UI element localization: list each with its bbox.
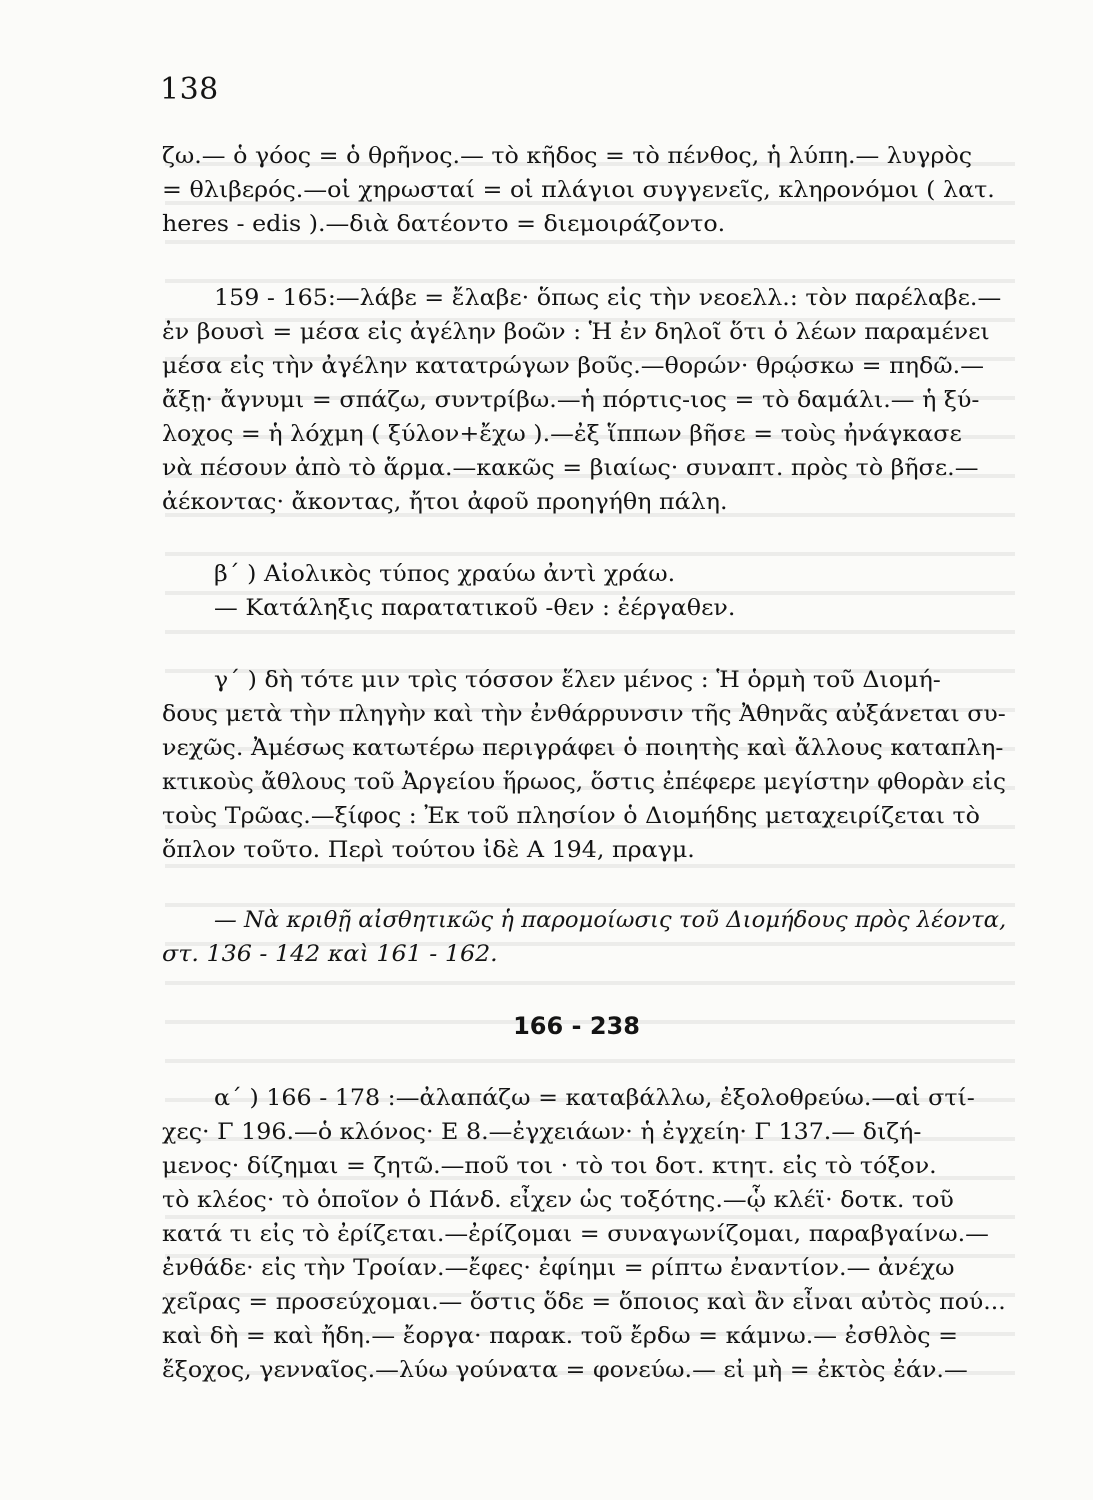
text-line: μενος· δίζημαι = ζητῶ.—ποῦ τοι · τὸ τοι δοτ. κτητ. εἰς τὸ τόξον. (162, 1154, 937, 1179)
text-line: κτικοὺς ἄθλους τοῦ Ἀργείου ἥρωος, ὅστις ἐπέφερε μεγίστην φθορὰν εἰς (162, 770, 1006, 795)
text-line: τοὺς Τρῶας.—ξίφος : Ἐκ τοῦ πλησίον ὁ Διομήδης μεταχειρίζεται τὸ (162, 804, 980, 829)
text-line: χες· Γ 196.—ὁ κλόνος· Ε 8.—ἐγχειάων· ἡ ἐγχείη· Γ 137.— διζή- (162, 1120, 922, 1145)
text-line: — Νὰ κριθῇ αἰσθητικῶς ἡ παρομοίωσις τοῦ Διομήδους πρὸς λέοντα, (214, 908, 1007, 933)
text-line: α΄ ) 166 - 178 :—ἀλαπάζω = καταβάλλω, ἐξολοθρεύω.—αἱ στί- (214, 1086, 975, 1111)
text-line: γ΄ ) δὴ τότε μιν τρὶς τόσσον ἕλεν μένος : Ἡ ὁρμὴ τοῦ Διομή- (214, 668, 941, 693)
section-heading: 166 - 238 (513, 1012, 640, 1040)
text-line: — Κατάληξις παρατατικοῦ -θεν : ἐέργαθεν. (214, 596, 736, 621)
text-line: κατά τι εἰς τὸ ἐρίζεται.—ἐρίζομαι = συναγωνίζομαι, παραβγαίνω.— (162, 1222, 989, 1247)
text-line: heres - edis ).—διὰ δατέοντο = διεμοιράζοντο. (162, 212, 726, 237)
text-line: ζω.— ὁ γόος = ὁ θρῆνος.— τὸ κῆδος = τὸ πένθος, ἡ λύπη.— λυγρὸς (162, 144, 973, 169)
text-line: νεχῶς. Ἀμέσως κατωτέρω περιγράφει ὁ ποιητὴς καὶ ἄλλους καταπλη- (162, 736, 1004, 761)
text-line: δους μετὰ τὴν πληγὴν καὶ τὴν ἐνθάρρυνσιν τῆς Ἀθηνᾶς αὐξάνεται συ- (162, 702, 1006, 727)
text-line: χεῖρας = προσεύχομαι.— ὅστις ὅδε = ὅποιος καὶ ἂν εἶναι αὐτὸς πού... (162, 1290, 1006, 1315)
text-line: 159 - 165:—λάβε = ἔλαβε· ὅπως εἰς τὴν νεοελλ.: τὸν παρέλαβε.— (214, 286, 1002, 311)
text-line: λοχος = ἡ λόχμη ( ξύλον+ἔχω ).—ἐξ ἵππων βῆσε = τοὺς ἠνάγκασε (162, 422, 962, 447)
text-line: καὶ δὴ = καὶ ἤδη.— ἔοργα· παρακ. τοῦ ἔρδω = κάμνω.— ἐσθλὸς = (162, 1324, 959, 1349)
text-line: ἔξοχος, γενναῖος.—λύω γούνατα = φονεύω.— εἰ μὴ = ἐκτὸς ἐάν.— (162, 1358, 968, 1383)
text-line: τὸ κλέος· τὸ ὁποῖον ὁ Πάνδ. εἶχεν ὡς τοξότης.—ᾧ κλέϊ· δοτκ. τοῦ (162, 1188, 954, 1213)
text-line: νὰ πέσουν ἀπὸ τὸ ἅρμα.—κακῶς = βιαίως· συναπτ. πρὸς τὸ βῆσε.— (162, 456, 979, 481)
text-line: = θλιβερός.—οἱ χηρωσταί = οἱ πλάγιοι συγγενεῖς, κληρονόμοι ( λατ. (162, 178, 995, 203)
text-line: ἐν βουσὶ = μέσα εἰς ἀγέλην βοῶν : Ἡ ἐν δηλοῖ ὅτι ὁ λέων παραμένει (162, 320, 990, 345)
text-line: ἐνθάδε· εἰς τὴν Τροίαν.—ἔφες· ἐφίημι = ρίπτω ἐναντίον.— ἀνέχω (162, 1256, 955, 1281)
text-line: ἄξῃ· ἄγνυμι = σπάζω, συντρίβω.—ἡ πόρτις-ιος = τὸ δαμάλι.— ἡ ξύ- (162, 388, 980, 413)
text-line: στ. 136 - 142 καὶ 161 - 162. (162, 942, 498, 967)
text-line: ὅπλον τοῦτο. Περὶ τούτου ἰδὲ Α 194, πραγμ. (162, 838, 695, 863)
text-line: ἀέκοντας· ἄκοντας, ἤτοι ἀφοῦ προηγήθη πάλη. (162, 490, 728, 515)
text-line: β΄ ) Αἰολικὸς τύπος χραύω ἀντὶ χράω. (214, 562, 676, 587)
text-line: μέσα εἰς τὴν ἀγέλην κατατρώγων βοῦς.—θορών· θρῴσκω = πηδῶ.— (162, 354, 984, 379)
page-number: 138 (160, 72, 219, 107)
